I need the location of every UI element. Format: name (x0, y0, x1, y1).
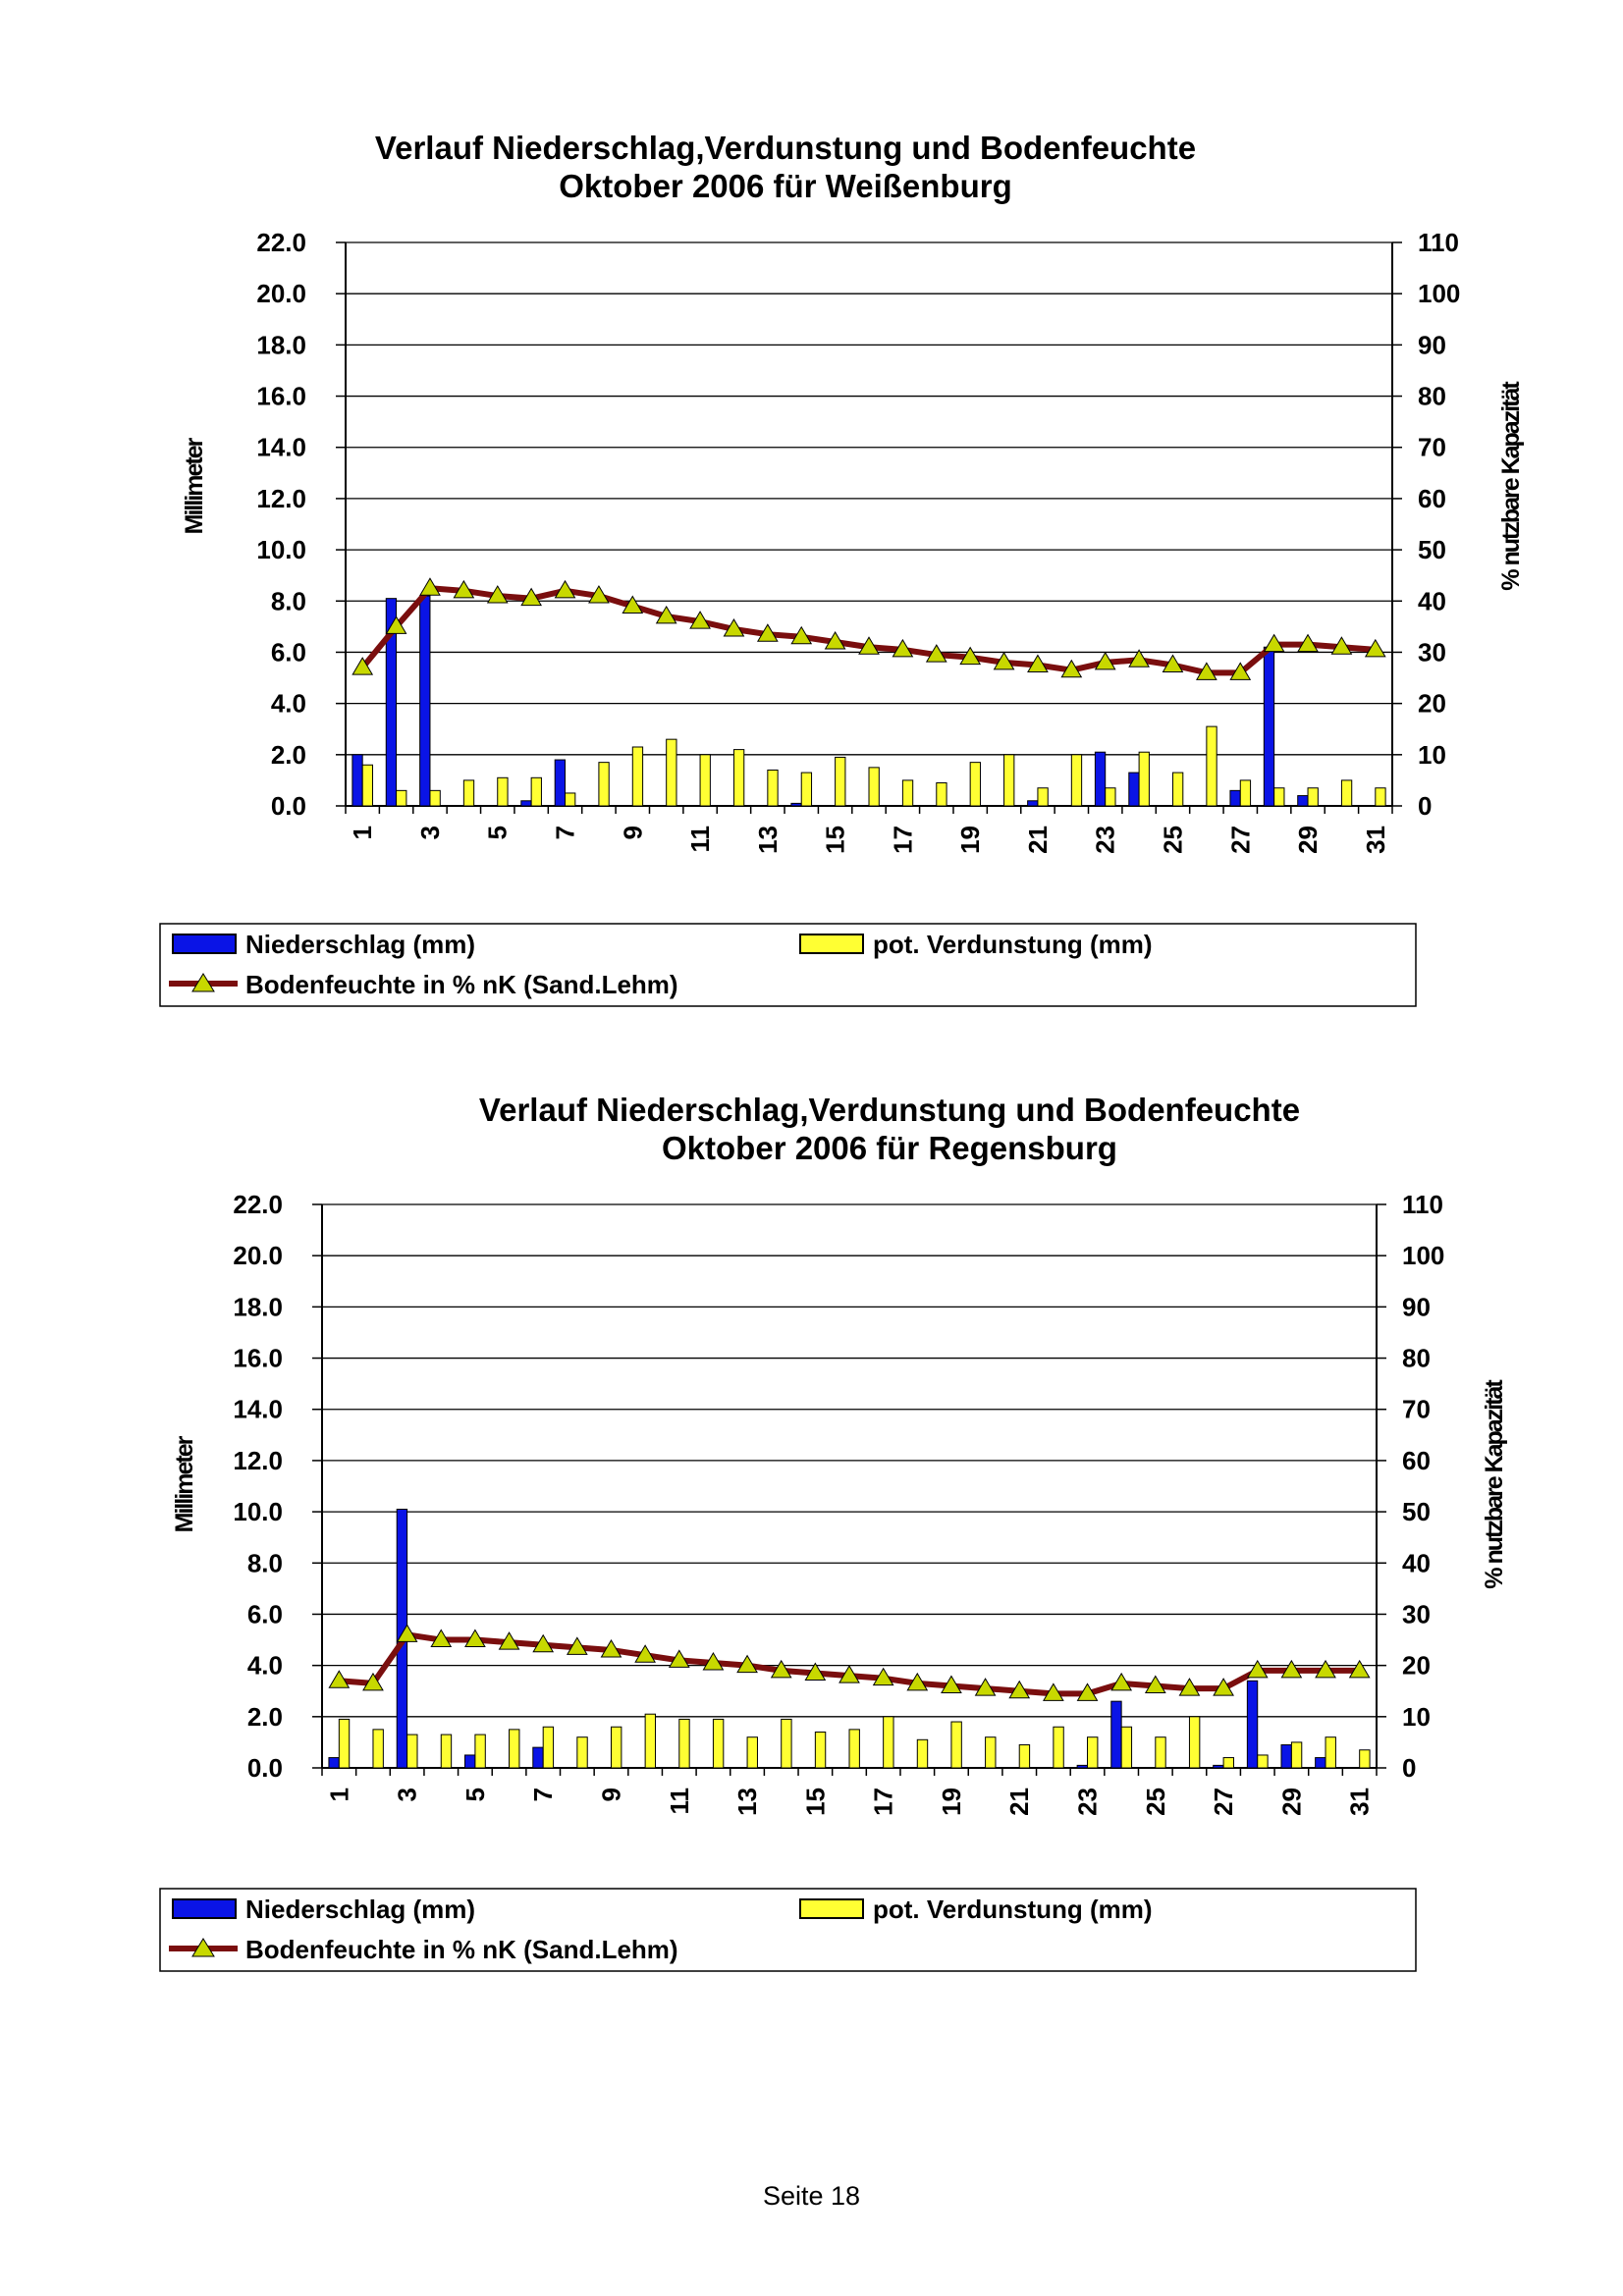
y-tick-label: 22.0 (256, 228, 306, 257)
verdunstung-bar (1325, 1737, 1335, 1768)
x-tick-label: 15 (800, 1788, 831, 1816)
y-tick-label: 10.0 (233, 1497, 283, 1527)
x-tick-label: 3 (414, 826, 445, 840)
verdunstung-bar (1019, 1745, 1029, 1768)
niederschlag-bar (1298, 796, 1308, 806)
verdunstung-bar (836, 757, 845, 806)
niederschlag-bar (352, 755, 362, 806)
y-tick-label: 20.0 (233, 1241, 283, 1271)
y-tick-label: 16.0 (256, 381, 306, 411)
verdunstung-bar (1106, 788, 1115, 806)
verdunstung-bar (713, 1719, 723, 1768)
legend-label-verdunstung: pot. Verdunstung (mm) (873, 930, 1153, 959)
niederschlag-bar (1281, 1745, 1291, 1768)
verdunstung-bar (566, 793, 575, 806)
verdunstung-bar (1360, 1750, 1370, 1768)
verdunstung-bar (1308, 788, 1318, 806)
x-tick-label: 13 (752, 826, 783, 854)
y-axis-label: Millimeter (181, 439, 208, 535)
y2-tick-label: 10 (1402, 1701, 1431, 1732)
y2-tick-label: 30 (1418, 637, 1446, 667)
legend-swatch-niederschlag (173, 934, 236, 953)
verdunstung-bar (902, 780, 912, 806)
verdunstung-bar (531, 777, 541, 806)
y-tick-label: 20.0 (256, 279, 306, 309)
verdunstung-bar (632, 747, 642, 806)
y2-tick-label: 30 (1402, 1599, 1431, 1629)
x-tick-label: 21 (1022, 826, 1053, 854)
verdunstung-bar (1274, 788, 1284, 806)
y2-tick-label: 20 (1418, 688, 1446, 719)
y2-tick-label: 10 (1418, 739, 1446, 770)
y-tick-label: 0.0 (246, 1753, 283, 1783)
bodenfeuchte-polyline (339, 1634, 1359, 1693)
x-tick-label: 29 (1276, 1788, 1307, 1816)
x-tick-label: 19 (936, 1788, 966, 1816)
y2-tick-label: 90 (1402, 1292, 1431, 1322)
x-tick-label: 31 (1360, 826, 1390, 854)
verdunstung-bar (1240, 780, 1250, 806)
x-tick-label: 15 (820, 826, 850, 854)
verdunstung-bar (543, 1727, 553, 1768)
niederschlag-bar (329, 1758, 339, 1768)
y2-tick-label: 60 (1402, 1445, 1431, 1475)
niederschlag-bar (533, 1747, 543, 1768)
y-tick-label: 14.0 (233, 1394, 283, 1424)
verdunstung-bar (510, 1730, 519, 1768)
chart-title-line2: Oktober 2006 für Regensburg (662, 1130, 1117, 1166)
axis-ticks (256, 228, 1460, 854)
niederschlag-bar (1214, 1765, 1223, 1768)
verdunstung-bar (801, 773, 811, 806)
verdunstung-bar (1054, 1727, 1063, 1768)
verdunstung-bar (430, 790, 440, 806)
x-tick-label: 25 (1140, 1788, 1170, 1816)
y-tick-label: 2.0 (270, 739, 306, 770)
verdunstung-bar (951, 1722, 961, 1768)
verdunstung-bar (1088, 1737, 1098, 1768)
grid-lines (336, 242, 1402, 814)
verdunstung-bar (970, 763, 980, 806)
verdunstung-bar (475, 1735, 485, 1768)
x-tick-label: 7 (550, 826, 580, 840)
niederschlag-bar (791, 803, 801, 806)
chart-weissenburg (160, 130, 1525, 1006)
legend-label-niederschlag: Niederschlag (mm) (245, 930, 476, 959)
axis-ticks (233, 1190, 1444, 1816)
verdunstung-bar (645, 1714, 655, 1768)
x-tick-label: 5 (460, 1788, 490, 1802)
y-tick-label: 18.0 (233, 1292, 283, 1322)
y2-axis-label: % nutzbare Kapazität (1497, 383, 1525, 591)
verdunstung-bar (849, 1730, 859, 1768)
x-tick-label: 25 (1158, 826, 1188, 854)
x-tick-label: 23 (1090, 826, 1120, 854)
niederschlag-bar (1264, 647, 1273, 806)
y-tick-label: 8.0 (246, 1548, 283, 1578)
x-tick-label: 23 (1072, 1788, 1103, 1816)
y2-tick-label: 80 (1402, 1343, 1431, 1373)
legend-swatch-verdunstung (800, 1899, 863, 1918)
verdunstung-bar (1156, 1737, 1165, 1768)
verdunstung-bar (1223, 1758, 1233, 1768)
niederschlag-bar (1247, 1681, 1257, 1768)
y-tick-label: 22.0 (233, 1190, 283, 1219)
x-tick-label: 11 (664, 1788, 694, 1815)
niederschlag-bar (420, 596, 430, 806)
bars (352, 596, 1385, 806)
verdunstung-bar (407, 1735, 417, 1768)
verdunstung-bar (1376, 788, 1385, 806)
y2-tick-label: 70 (1418, 432, 1446, 462)
x-tick-label: 3 (392, 1788, 422, 1802)
y-tick-label: 0.0 (270, 791, 306, 821)
niederschlag-bar (1111, 1701, 1121, 1768)
verdunstung-bar (397, 790, 406, 806)
legend-swatch-verdunstung (800, 934, 863, 953)
niederschlag-bar (1230, 790, 1240, 806)
y2-tick-label: 40 (1402, 1548, 1431, 1578)
verdunstung-bar (577, 1737, 587, 1768)
y-tick-label: 18.0 (256, 330, 306, 360)
verdunstung-bar (733, 750, 743, 806)
legend-label-niederschlag: Niederschlag (mm) (245, 1895, 476, 1924)
verdunstung-bar (869, 768, 879, 806)
x-tick-label: 27 (1209, 1788, 1239, 1816)
x-tick-label: 21 (1004, 1788, 1035, 1816)
legend (160, 1889, 1416, 1971)
legend-label-bodenfeuchte: Bodenfeuchte in % nK (Sand.Lehm) (245, 1935, 678, 1964)
x-tick-label: 1 (348, 826, 378, 840)
x-tick-label: 9 (596, 1788, 626, 1802)
chart-title-line1: Verlauf Niederschlag,Verdunstung und Bodenfeuchte (478, 1092, 1301, 1128)
page-footer: Seite 18 (762, 2181, 861, 2211)
verdunstung-bar (1139, 752, 1149, 806)
y-tick-label: 4.0 (246, 1650, 283, 1681)
y-tick-label: 6.0 (246, 1599, 283, 1629)
y2-tick-label: 60 (1418, 483, 1446, 513)
x-tick-label: 5 (482, 826, 513, 840)
legend (160, 924, 1416, 1006)
x-tick-label: 17 (868, 1788, 898, 1816)
y-axis-label: Millimeter (171, 1437, 198, 1533)
verdunstung-bar (463, 780, 473, 806)
x-tick-label: 17 (888, 826, 918, 854)
y2-tick-label: 110 (1418, 228, 1459, 257)
y-tick-label: 8.0 (270, 586, 306, 616)
bodenfeuchte-line (329, 1625, 1369, 1700)
niederschlag-bar (465, 1755, 475, 1768)
verdunstung-bar (1207, 726, 1217, 806)
y2-tick-label: 90 (1418, 330, 1446, 360)
y2-tick-label: 100 (1418, 279, 1461, 309)
y2-tick-label: 0 (1402, 1753, 1417, 1783)
niederschlag-bar (1077, 1765, 1087, 1768)
verdunstung-bar (1121, 1727, 1131, 1768)
y2-tick-label: 0 (1418, 791, 1433, 821)
verdunstung-bar (815, 1732, 825, 1768)
x-tick-label: 11 (685, 826, 716, 853)
verdunstung-bar (441, 1735, 451, 1768)
y-tick-label: 14.0 (256, 432, 306, 462)
verdunstung-bar (747, 1737, 757, 1768)
verdunstung-bar (1189, 1717, 1199, 1768)
y2-tick-label: 110 (1402, 1190, 1443, 1219)
y2-axis-label: % nutzbare Kapazität (1481, 1381, 1508, 1589)
verdunstung-bar (667, 739, 676, 806)
niederschlag-bar (1129, 773, 1139, 806)
y-tick-label: 12.0 (233, 1445, 283, 1475)
verdunstung-bar (1038, 788, 1048, 806)
y2-tick-label: 70 (1402, 1394, 1431, 1424)
x-tick-label: 27 (1225, 826, 1256, 854)
verdunstung-bar (884, 1717, 893, 1768)
y2-tick-label: 80 (1418, 381, 1446, 411)
niederschlag-bar (555, 760, 565, 806)
verdunstung-bar (498, 777, 508, 806)
verdunstung-bar (1071, 755, 1081, 806)
legend-swatch-niederschlag (173, 1899, 236, 1918)
verdunstung-bar (1172, 773, 1182, 806)
y2-tick-label: 50 (1402, 1497, 1431, 1527)
verdunstung-bar (611, 1727, 621, 1768)
x-tick-label: 7 (528, 1788, 559, 1802)
x-tick-label: 19 (955, 826, 986, 854)
verdunstung-bar (1341, 780, 1351, 806)
x-tick-label: 1 (324, 1788, 354, 1802)
y-tick-label: 10.0 (256, 535, 306, 565)
x-tick-label: 29 (1293, 826, 1324, 854)
y-tick-label: 4.0 (270, 688, 306, 719)
y-tick-label: 12.0 (256, 483, 306, 513)
legend-label-bodenfeuchte: Bodenfeuchte in % nK (Sand.Lehm) (245, 970, 678, 999)
verdunstung-bar (599, 763, 609, 806)
verdunstung-bar (1004, 755, 1014, 806)
x-tick-label: 31 (1344, 1788, 1375, 1816)
y-tick-label: 16.0 (233, 1343, 283, 1373)
verdunstung-bar (782, 1719, 791, 1768)
chart-title-line1: Verlauf Niederschlag,Verdunstung und Bodenfeuchte (374, 130, 1197, 166)
verdunstung-bar (1291, 1742, 1301, 1768)
chart-title-line2: Oktober 2006 für Weißenburg (559, 168, 1012, 204)
verdunstung-bar (768, 770, 778, 806)
verdunstung-bar (986, 1737, 996, 1768)
y-tick-label: 6.0 (270, 637, 306, 667)
y2-tick-label: 20 (1402, 1650, 1431, 1681)
verdunstung-bar (339, 1719, 349, 1768)
x-tick-label: 9 (618, 826, 648, 840)
verdunstung-bar (373, 1730, 383, 1768)
verdunstung-bar (917, 1739, 927, 1768)
bodenfeuchte-line (352, 578, 1385, 679)
chart-regensburg (160, 1092, 1508, 1971)
verdunstung-bar (700, 755, 710, 806)
y2-tick-label: 40 (1418, 586, 1446, 616)
verdunstung-bar (679, 1719, 689, 1768)
niederschlag-bar (1095, 752, 1105, 806)
y2-tick-label: 50 (1418, 535, 1446, 565)
y2-tick-label: 100 (1402, 1241, 1445, 1271)
niederschlag-bar (521, 801, 531, 806)
niederschlag-bar (1028, 801, 1038, 806)
verdunstung-bar (1258, 1755, 1268, 1768)
verdunstung-bar (362, 765, 372, 806)
niederschlag-bar (1316, 1758, 1325, 1768)
legend-label-verdunstung: pot. Verdunstung (mm) (873, 1895, 1153, 1924)
y-tick-label: 2.0 (246, 1701, 283, 1732)
x-tick-label: 13 (732, 1788, 763, 1816)
verdunstung-bar (937, 783, 947, 806)
